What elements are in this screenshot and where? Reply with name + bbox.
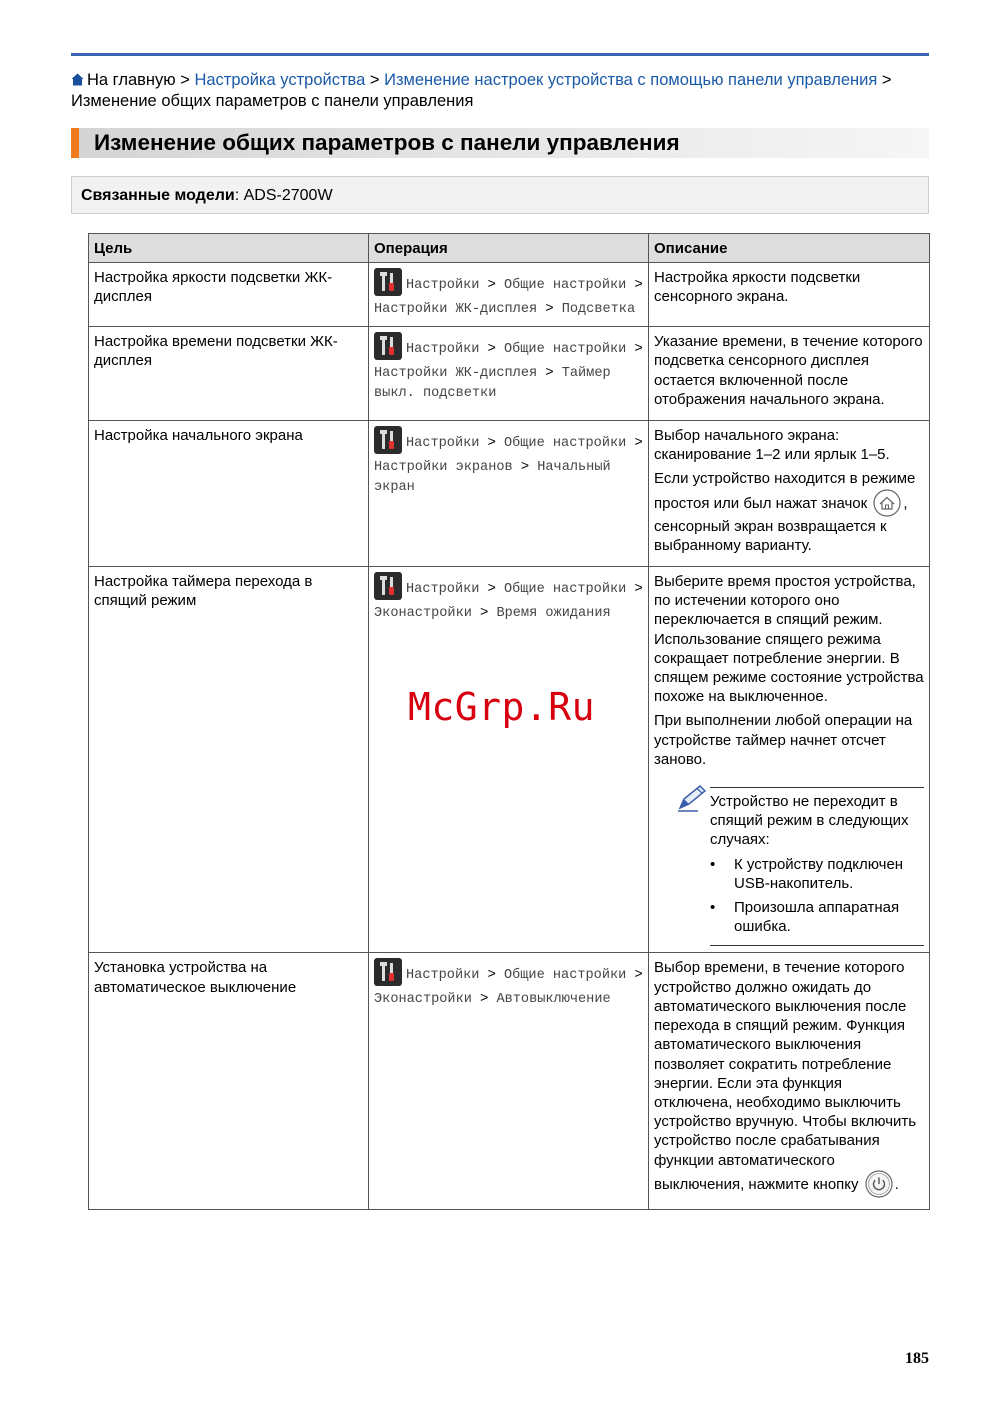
op-step: Настройки <box>406 342 480 358</box>
header-description: Описание <box>649 234 930 263</box>
description-part: Выбор времени, в течение которого устройство должно ожидать до автоматического выключения после перехода в спящий режим. Функция автоматического выключения позволяет сократить потребление энергии. Если эта функция отключена, необходимо выключить устройство вручную. Чтобы включить устройство после срабатывания функции автоматического выключения, нажмите кнопку <box>654 959 917 1193</box>
row-description <box>649 567 930 953</box>
op-step: Таймер выкл. подсветки <box>374 365 611 402</box>
note-list <box>710 855 924 937</box>
watermark: McGrp.Ru <box>408 685 596 729</box>
related-models-label: Связанные модели <box>81 187 235 204</box>
op-step: Эконастройки <box>374 605 472 621</box>
row-description <box>649 421 930 567</box>
op-step: Настройки <box>406 278 480 294</box>
related-models-box <box>71 176 929 214</box>
op-step: Настройки <box>406 582 480 598</box>
description-text: Настройка яркости подсветки сенсорного экрана. <box>654 269 861 306</box>
op-step: Общие настройки <box>503 582 627 598</box>
op-step: Общие настройки <box>503 968 627 984</box>
op-step: Настройки ЖК-дисплея <box>374 365 538 381</box>
table-row <box>89 263 930 327</box>
row-operation: Настройки > Общие настройки > Настройки ЖК-дисплея > Таймер выкл. подсветки <box>369 327 649 421</box>
related-models-value: : ADS-2700W <box>234 187 333 204</box>
page-number: 185 <box>905 1350 929 1367</box>
row-description <box>649 327 930 421</box>
table-row <box>89 567 930 953</box>
row-description <box>649 953 930 1209</box>
row-operation: Настройки > Общие настройки > Эконастройки > Автовыключение <box>369 953 649 1209</box>
breadcrumb-current: Изменение общих параметров с панели управления <box>71 92 474 110</box>
header-goal: Цель <box>89 234 369 263</box>
table-row <box>89 327 930 421</box>
row-operation: Настройки > Общие настройки > Настройки экранов > Начальный экран <box>369 421 649 567</box>
power-button-icon <box>864 1170 894 1198</box>
op-step: Настройки <box>406 436 480 452</box>
home-icon <box>71 73 84 86</box>
table-header-row <box>89 234 930 263</box>
table-row <box>89 953 930 1209</box>
op-step: Настройки ЖК-дисплея <box>374 301 538 317</box>
op-step: Общие настройки <box>503 278 627 294</box>
page-title-bar <box>71 128 929 158</box>
row-goal: Установка устройства на автоматическое выключение <box>89 953 369 1209</box>
home-button-icon <box>872 489 902 517</box>
note-block <box>654 787 924 946</box>
settings-tools-icon <box>374 332 402 360</box>
op-step: Настройки экранов <box>374 459 513 475</box>
note-body <box>710 787 924 946</box>
page-title: Изменение общих параметров с панели управления <box>94 130 680 155</box>
settings-tools-icon <box>374 268 402 296</box>
top-rule <box>71 53 929 56</box>
breadcrumb-separator: > <box>175 71 195 89</box>
pencil-note-icon <box>676 783 708 813</box>
breadcrumb-link-device-setup[interactable]: Настройка устройства <box>194 71 366 89</box>
header-operation: Операция <box>369 234 649 263</box>
table-row <box>89 421 930 567</box>
description-part: , сенсорный экран возвращается к выбранному варианту. <box>654 494 908 554</box>
breadcrumb-home: На главную <box>87 71 176 89</box>
note-text: Устройство не переходит в спящий режим в следующих случаях: <box>710 793 909 849</box>
settings-tools-icon <box>374 426 402 454</box>
description-text: При выполнении любой операции на устройстве таймер начнет отсчет заново. <box>654 712 913 768</box>
row-goal: Настройка яркости подсветки ЖК-дисплея <box>89 263 369 327</box>
description-part: Если устройство находится в режиме простоя или был нажат значок <box>654 470 916 512</box>
row-goal: Настройка таймера перехода в спящий режим <box>89 567 369 953</box>
op-step: Настройки <box>406 968 480 984</box>
description-text: Выбор начального экрана: сканирование 1–2 или ярлык 1–5. <box>654 427 890 464</box>
op-step: Подсветка <box>561 301 636 317</box>
description-text: Указание времени, в течение которого подсветка сенсорного дисплея остается включенной после отображения начального экрана. <box>654 333 923 408</box>
breadcrumb-separator: > <box>877 71 892 89</box>
row-description <box>649 263 930 327</box>
op-step: Эконастройки <box>374 991 472 1007</box>
op-step: Начальный экран <box>374 459 611 496</box>
row-operation: Настройки > Общие настройки > Эконастройки > Время ожидания <box>369 567 649 953</box>
title-accent-bar <box>71 128 79 158</box>
row-operation: Настройки > Общие настройки > Настройки ЖК-дисплея > Подсветка <box>369 263 649 327</box>
note-list-item: • К устройству подключен USB-накопитель. <box>734 855 924 893</box>
description-text: Выберите время простоя устройства, по истечении которого оно переключается в спящий режим. Использование спящего режима сокращает потребление энергии. В спящем режиме состояние устройства похоже на выключенное. <box>654 573 924 706</box>
breadcrumb-link-change-settings[interactable]: Изменение настроек устройства с помощью панели управления <box>384 71 878 89</box>
row-goal: Настройка начального экрана <box>89 421 369 567</box>
breadcrumb-separator: > <box>365 71 385 89</box>
op-step: Общие настройки <box>503 342 627 358</box>
op-step: Время ожидания <box>496 605 611 621</box>
op-step: Автовыключение <box>496 991 611 1007</box>
description-text <box>654 469 924 555</box>
related-models <box>81 186 333 205</box>
description-part: . <box>894 1175 899 1193</box>
note-list-item: • Произошла аппаратная ошибка. <box>734 898 924 936</box>
row-goal: Настройка времени подсветки ЖК-дисплея <box>89 327 369 421</box>
breadcrumb <box>71 70 929 112</box>
settings-tools-icon <box>374 572 402 600</box>
description-text <box>654 958 924 1197</box>
settings-tools-icon <box>374 958 402 986</box>
op-step: Общие настройки <box>503 436 627 452</box>
